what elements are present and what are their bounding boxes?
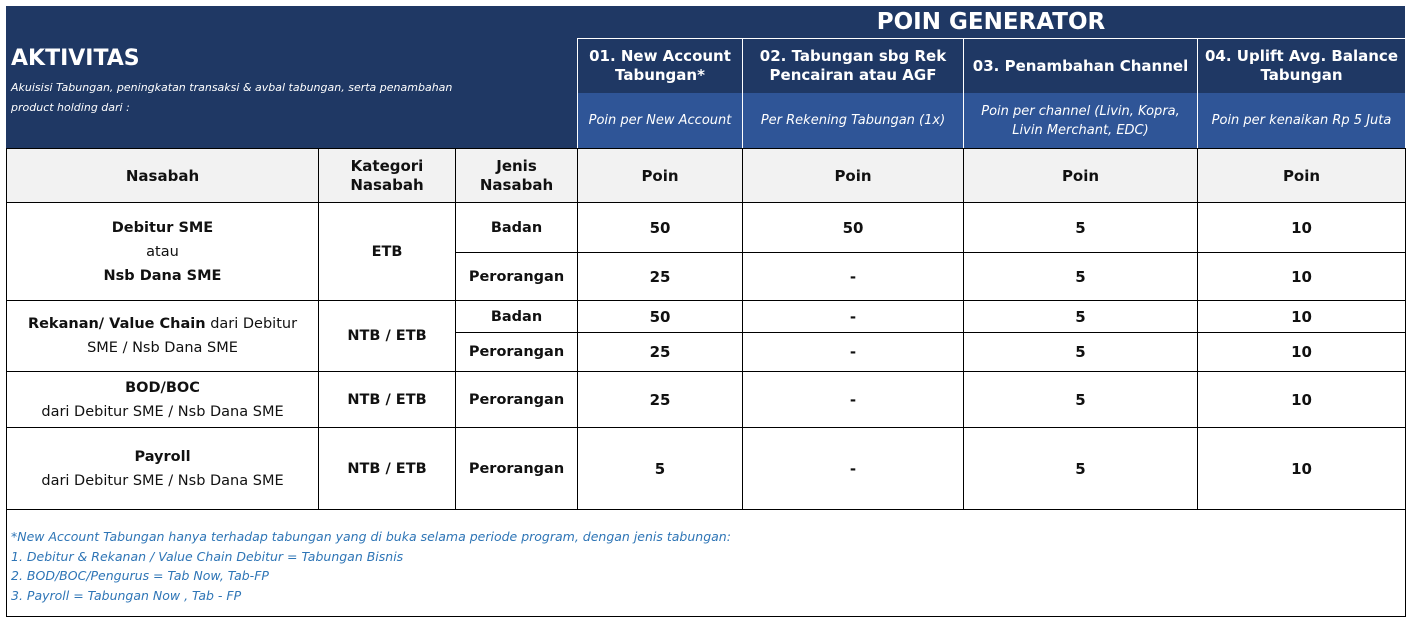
poin-cell: 10: [1197, 371, 1405, 427]
poin-cell: 10: [1197, 202, 1405, 252]
table-header-poin-4: Poin: [1197, 149, 1405, 202]
poin-cell: 25: [577, 371, 742, 427]
poin-cell: -: [742, 300, 963, 332]
poin-cell: 50: [742, 202, 963, 252]
jenis-cell: Badan: [455, 300, 577, 332]
footnote-line: 2. BOD/BOC/Pengurus = Tab Now, Tab-FP: [11, 568, 269, 583]
poin-cell: 10: [1197, 427, 1405, 509]
poin-cell: 25: [577, 252, 742, 300]
poin-cell: -: [742, 332, 963, 371]
column-header-tabungan-rek: 02. Tabungan sbg Rek Pencairan atau AGF: [742, 38, 963, 93]
column-sub-new-account: Poin per New Account: [577, 93, 742, 148]
jenis-cell: Perorangan: [455, 427, 577, 509]
nasabah-cell-bod: [7, 371, 318, 427]
footnote-line: 3. Payroll = Tabungan Now , Tab - FP: [11, 587, 242, 603]
table-header-jenis: Jenis Nasabah: [455, 149, 577, 202]
poin-cell: -: [742, 371, 963, 427]
column-header-new-account: 01. New Account Tabungan*: [577, 38, 742, 93]
poin-cell: 50: [577, 202, 742, 252]
nasabah-cell-debitur: [7, 202, 318, 300]
table-header-poin-3: Poin: [963, 149, 1197, 202]
poin-generator-title: POIN GENERATOR: [577, 6, 1405, 38]
footnote-panel: [7, 509, 1405, 616]
poin-cell: 10: [1197, 332, 1405, 371]
nasabah-payroll-bold: Payroll: [134, 448, 191, 465]
column-header-uplift-balance: 04. Uplift Avg. Balance Tabungan: [1197, 38, 1405, 93]
aktivitas-panel: [6, 6, 577, 148]
nasabah-nsb-dana: Nsb Dana SME: [103, 267, 222, 284]
poin-cell: 5: [963, 427, 1197, 509]
poin-cell: 5: [963, 300, 1197, 332]
column-sub-penambahan-channel: Poin per channel (Livin, Kopra, Livin Merchant, EDC): [963, 93, 1197, 148]
poin-cell: 5: [963, 371, 1197, 427]
nasabah-cell-rekanan: [7, 300, 318, 371]
jenis-cell: Perorangan: [455, 371, 577, 427]
nasabah-rekanan-normal: dari Debitur SME / Nsb Dana SME: [87, 316, 298, 356]
column-sub-tabungan-rek: Per Rekening Tabungan (1x): [742, 93, 963, 148]
table-header-nasabah: Nasabah: [7, 149, 318, 202]
jenis-cell: Perorangan: [455, 332, 577, 371]
poin-cell: 25: [577, 332, 742, 371]
kategori-cell-bod: NTB / ETB: [318, 371, 455, 427]
nasabah-rekanan-bold: Rekanan/ Value Chain: [27, 316, 206, 332]
kategori-cell-rekanan: NTB / ETB: [318, 300, 455, 371]
poin-cell: 5: [963, 332, 1197, 371]
footnote-line: *New Account Tabungan hanya terhadap tabungan yang di buka selama periode program, dengan jenis tabungan:: [11, 529, 731, 544]
table-header-poin-2: Poin: [742, 149, 963, 202]
nasabah-debitur-sme: Debitur SME: [111, 219, 214, 236]
poin-cell: 5: [963, 252, 1197, 300]
aktivitas-description-line1: Akuisisi Tabungan, peningkatan transaksi & avbal tabungan, serta penambahan: [11, 81, 453, 94]
table-header-poin-1: Poin: [577, 149, 742, 202]
table-header-kategori: Kategori Nasabah: [318, 149, 455, 202]
jenis-cell: Perorangan: [455, 252, 577, 300]
nasabah-payroll-normal: dari Debitur SME / Nsb Dana SME: [41, 472, 284, 489]
poin-cell: 10: [1197, 300, 1405, 332]
nasabah-bod-bold: BOD/BOC: [125, 379, 200, 396]
poin-cell: -: [742, 252, 963, 300]
nasabah-connector: atau: [146, 243, 179, 260]
poin-cell: 10: [1197, 252, 1405, 300]
aktivitas-description-line2: product holding dari :: [11, 101, 130, 114]
aktivitas-description: [11, 78, 571, 118]
jenis-cell: Badan: [455, 202, 577, 252]
column-header-penambahan-channel: 03. Penambahan Channel: [963, 38, 1197, 93]
poin-cell: -: [742, 427, 963, 509]
poin-cell: 5: [577, 427, 742, 509]
kategori-cell-debitur: ETB: [318, 202, 455, 300]
kategori-cell-payroll: NTB / ETB: [318, 427, 455, 509]
poin-cell: 5: [963, 202, 1197, 252]
nasabah-bod-normal: dari Debitur SME / Nsb Dana SME: [41, 403, 284, 420]
nasabah-cell-payroll: [7, 427, 318, 509]
poin-cell: 50: [577, 300, 742, 332]
column-sub-uplift-balance: Poin per kenaikan Rp 5 Juta: [1197, 93, 1405, 148]
aktivitas-title: AKTIVITAS: [11, 46, 140, 71]
footnote-line: 1. Debitur & Rekanan / Value Chain Debitur = Tabungan Bisnis: [11, 548, 404, 564]
